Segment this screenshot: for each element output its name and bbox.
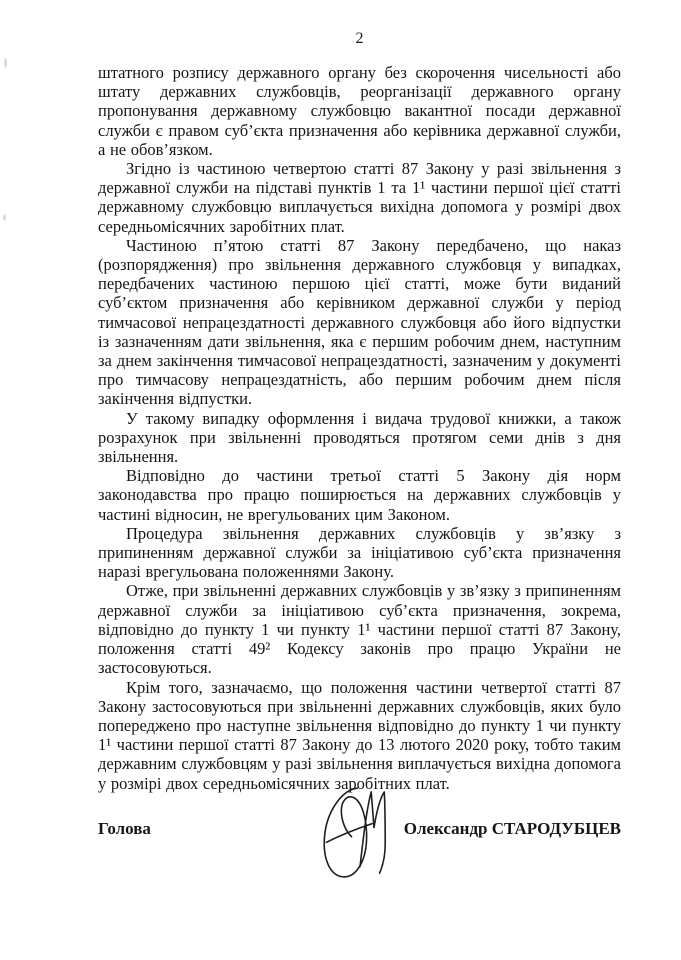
paragraph: У такому випадку оформлення і видача трудової книжки, а також розрахунок при звільненні проводяться протягом семи днів з дня звільнення.	[98, 408, 621, 467]
paragraph: Відповідно до частини третьої статті 5 Закону дія норм законодавства про працю поширюється на державних службовців у частині відносин, не врегульованих цим Законом.	[98, 466, 621, 524]
signatory-name: Олександр СТАРОДУБЦЕВ	[403, 818, 621, 838]
paragraph: Згідно із частиною четвертою статті 87 Закону у разі звільнення з державної служби на підставі пунктів 1 та 1¹ частини першої цієї статті державному службовцю виплачується вихідна допомога у розмірі двох середньомісячних заробітних плат.	[98, 159, 621, 236]
paragraph: Отже, при звільненні державних службовців у зв’язку з припиненням державної служби за ініціативою суб’єкта призначення, зокрема, відповідно до пункту 1 чи пункту 1¹ частини першої статті 87 Закону, положення статті 49² Кодексу законів про працю України не застосовуються.	[98, 581, 621, 678]
scan-artifact	[3, 214, 6, 221]
signature-icon	[310, 777, 410, 889]
paragraph: Процедура звільнення державних службовців у зв’язку з припиненням державної служби за ініціативою суб’єкта призначення наразі врегульована положеннями Закону.	[98, 523, 621, 582]
signature-block	[98, 819, 621, 839]
paragraph: Крім того, зазначаємо, що положення частини четвертої статті 87 Закону застосовуються при звільненні державних службовців, яких було попереджено про наступне звільнення відповідно до пункту 1 чи пункту 1¹ частини першої статті 87 Закону до 13 лютого 2020 року, тобто таким державним службовцям у разі звільнення виплачується вихідна допомога у розмірі двох середньомісячних заробітних плат.	[98, 677, 621, 793]
page-number: 2	[355, 30, 364, 47]
signatory-title: Голова	[98, 818, 151, 838]
paragraph: Частиною п’ятою статті 87 Закону передбачено, що наказ (розпорядження) про звільнення державного службовця у випадках, передбачених частиною першою цієї статті, може бути виданий суб’єктом призначення або керівником державної служби у період тимчасової непрацездатності державного службовця або його відпустки із зазначенням дати звільнення, яка є першим робочим днем, наступним за днем закінчення тимчасової непрацездатності, зазначеним у документі про тимчасову непрацездатність, або першим робочим днем після закінчення відпустки.	[98, 235, 621, 409]
scan-artifact	[4, 58, 7, 68]
paragraph: штатного розпису державного органу без скорочення чисельності або штату державних службовців, реорганізації державного органу пропонування державному службовцю вакантної посади державної служби є правом суб’єкта призначення або керівника державної служби, а не обов’язком.	[98, 63, 621, 159]
